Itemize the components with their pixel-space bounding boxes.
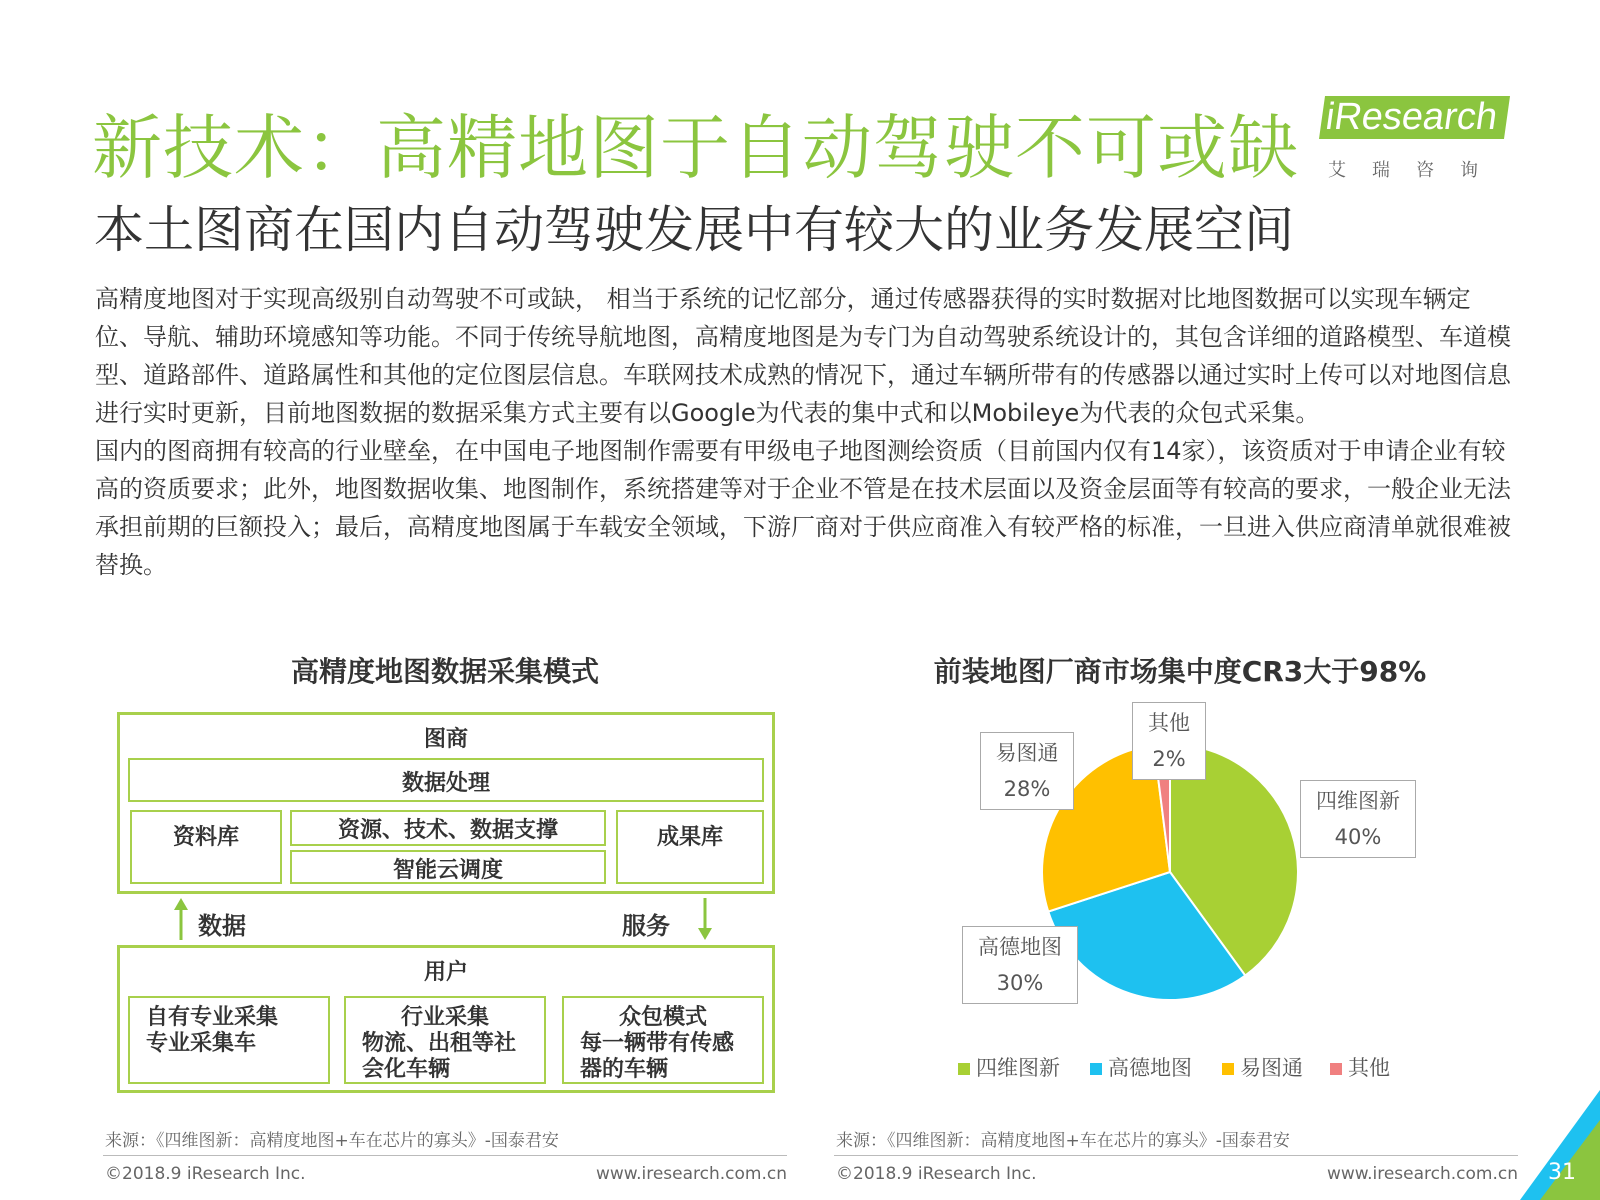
pie-label-name: 其他 [1148, 711, 1190, 735]
pie-label-value: 28% [1003, 777, 1051, 801]
results-label: 成果库 [656, 825, 723, 850]
body-text [95, 280, 1515, 584]
pie-label-value: 30% [996, 971, 1044, 995]
url-left[interactable]: www.iresearch.com.cn [595, 1164, 787, 1184]
logo-word: iResearch [1319, 96, 1510, 139]
legend-item [1222, 1052, 1303, 1082]
map-vendor-label: 图商 [423, 727, 468, 752]
footer-divider-right [834, 1155, 1518, 1156]
scheduling-label: 智能云调度 [392, 858, 503, 883]
body-paragraph-2: 国内的图商拥有较高的行业壁垒，在中国电子地图制作需要有甲级电子地图测绘资质（目前国内仅有14家），该资质对于申请企业有较高的资质要求；此外，地图数据收集、地图制作，系统搭建等对于企业不管是在技术层面以及资金层面等有较高的要求，一般企业无法承担前期的巨额投入；最后，高精度地图属于车载安全领域，下游厂商对于供应商准入有较严格的标准，一旦进入供应商清单就很难被替换。 [95, 437, 1511, 579]
pie-label-name: 高德地图 [978, 935, 1062, 959]
logo-cn: 艾瑞咨询 [1328, 160, 1504, 181]
iresearch-logo [1322, 86, 1522, 186]
data-arrow-label: 数据 [198, 912, 246, 940]
support-label: 资源、技术、数据支撑 [337, 818, 558, 843]
pie-label-value: 2% [1152, 747, 1186, 771]
pie-label-name: 四维图新 [1316, 789, 1400, 813]
user-crowdsource-text: 众包模式 每一辆带有传感 器的车辆 [580, 1005, 735, 1082]
service-arrow-label: 服务 [622, 912, 670, 940]
pie-data-label [1300, 780, 1416, 858]
page-number: 31 [1548, 1160, 1576, 1185]
legend-swatch [1330, 1063, 1342, 1075]
pie-data-label [980, 732, 1074, 810]
users-label: 用户 [423, 960, 468, 985]
pie-label-name: 易图通 [995, 741, 1059, 765]
library-label: 资料库 [172, 825, 239, 850]
legend-label: 高德地图 [1108, 1056, 1192, 1080]
legend-label: 四维图新 [976, 1056, 1060, 1080]
legend-label: 易图通 [1240, 1056, 1303, 1080]
legend-item [1330, 1052, 1390, 1082]
legend-item [958, 1052, 1060, 1082]
url-right[interactable]: www.iresearch.com.cn [1326, 1164, 1518, 1184]
arrow-down-icon [690, 896, 720, 942]
legend-label: 其他 [1348, 1056, 1390, 1080]
pie-data-label [962, 926, 1078, 1004]
body-paragraph-1: 高精度地图对于实现高级别自动驾驶不可或缺， 相当于系统的记忆部分，通过传感器获得的实时数据对比地图数据可以实现车辆定位、导航、辅助环境感知等功能。不同于传统导航地图，高精度地图是为专门为自动驾驶系统设计的，其包含详细的道路模型、车道模型、道路部件、道路属性和其他的定位图层信息。车联网技术成熟的情况下，通过车辆所带有的传感器以通过实时上传可以对地图信息进行实时更新，目前地图数据的数据采集方式主要有以Google为代表的集中式和以Mobileye为代表的众包式采集。 [95, 285, 1511, 427]
legend-swatch [1222, 1063, 1234, 1075]
user-industry-text: 行业采集 物流、出租等社 会化车辆 [362, 1005, 517, 1082]
arrow-up-icon [166, 896, 196, 942]
legend-swatch [958, 1063, 970, 1075]
data-processing-label: 数据处理 [401, 771, 490, 796]
pie-data-label [1132, 702, 1206, 780]
page-title: 新技术：高精地图于自动驾驶不可或缺 [92, 107, 1299, 189]
copyright-left: ©2018.9 iResearch Inc. [105, 1164, 306, 1184]
diagram-title: 高精度地图数据采集模式 [290, 655, 599, 688]
page-subtitle: 本土图商在国内自动驾驶发展中有较大的业务发展空间 [94, 201, 1294, 259]
footer-divider-left [103, 1155, 787, 1156]
copyright-right: ©2018.9 iResearch Inc. [836, 1164, 1037, 1184]
source-left: 来源：《四维图新：高精度地图+车在芯片的寡头》-国泰君安 [105, 1131, 559, 1151]
legend-item [1090, 1052, 1192, 1082]
pie-chart-title: 前装地图厂商市场集中度CR3大于98% [933, 655, 1427, 688]
legend-swatch [1090, 1063, 1102, 1075]
source-right: 来源：《四维图新：高精度地图+车在芯片的寡头》-国泰君安 [836, 1131, 1290, 1151]
pie-label-value: 40% [1334, 825, 1382, 849]
user-professional-text: 自有专业采集 专业采集车 [146, 1005, 279, 1056]
